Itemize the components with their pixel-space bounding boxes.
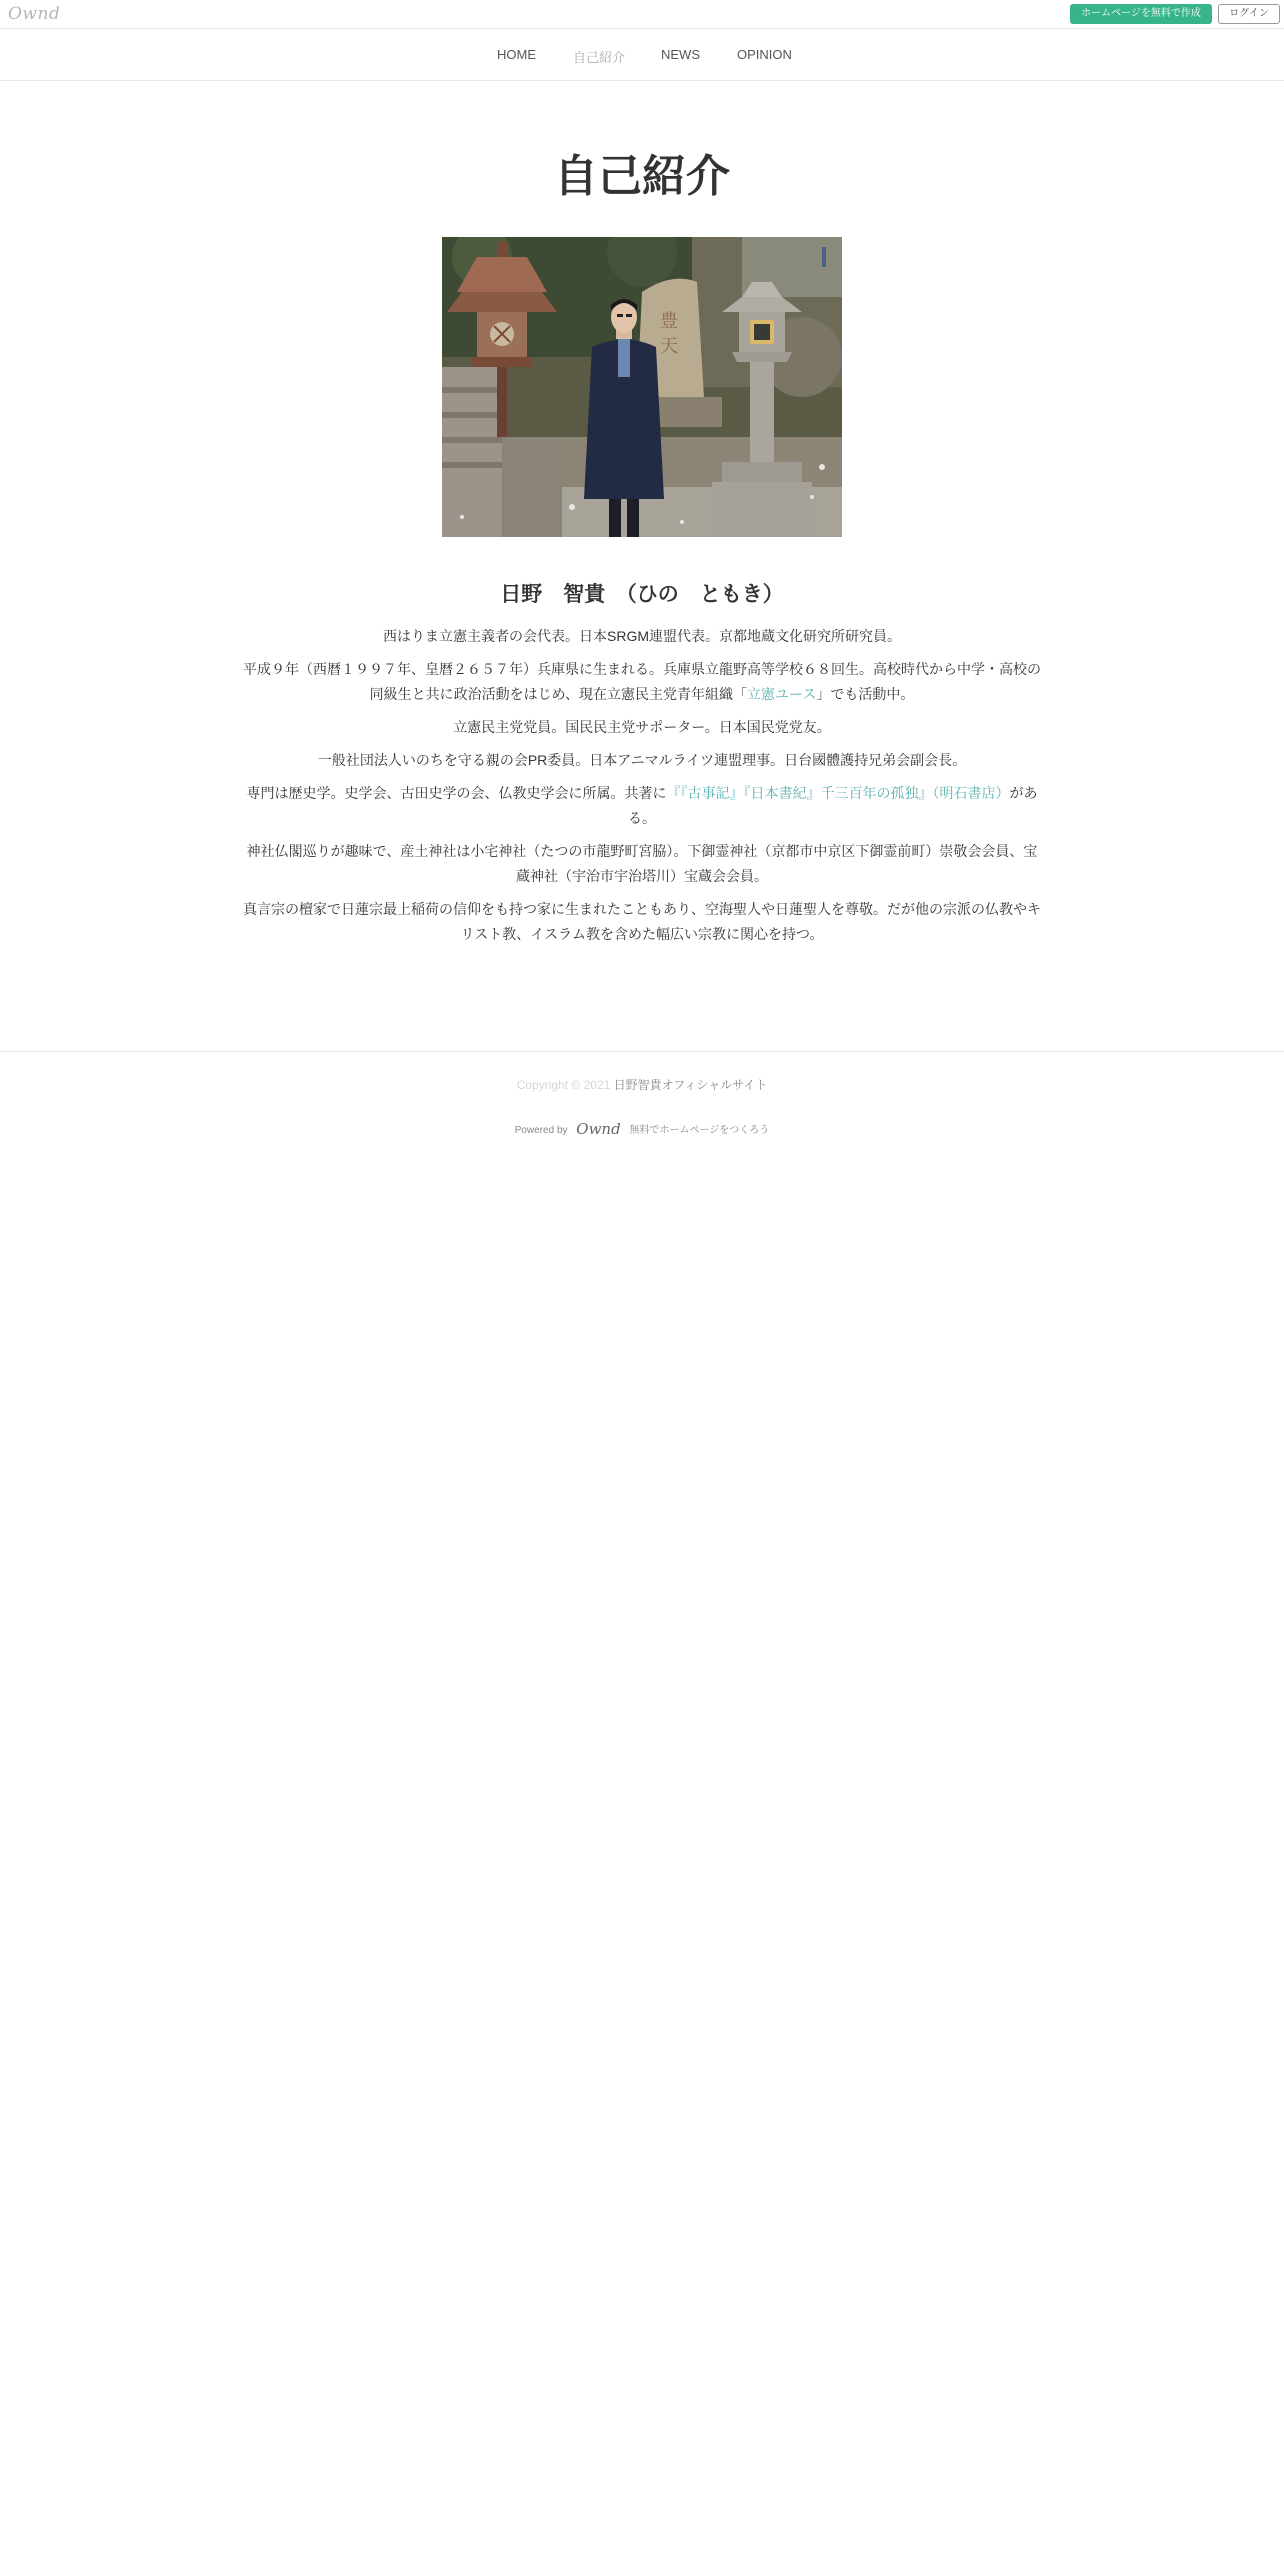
svg-text:天: 天 — [660, 336, 678, 357]
nav-item-news[interactable]: NEWS — [661, 47, 700, 62]
bio-paragraph-parties: 立憲民主党党員。国民民主党サポーター。日本国民党党友。 — [453, 719, 831, 735]
bio-paragraph-organizations: 一般社団法人いのちを守る親の会PR委員。日本アニマルライツ連盟理事。日台國體護持兄弟会副会長。 — [317, 752, 967, 768]
profile-photo — [442, 237, 842, 537]
page-title: 自己紹介 — [554, 152, 730, 201]
bio-paragraph-research: 専門は歴史学。史学会、古田史学の会、仏教史学会に所属。共著に『『古事記』『日本書紀』千三百年の孤独』（明石書店）がある。 — [246, 785, 1038, 826]
ownd-logo[interactable]: Ownd — [8, 4, 61, 24]
powered-by — [0, 1120, 1284, 1138]
footer-divider — [0, 1051, 1284, 1052]
bio-paragraph-affiliations: 西はりま立憲主義者の会代表。日本SRGM連盟代表。京都地蔵文化研究所研究員。 — [383, 628, 901, 644]
nav-item-about[interactable]: 自己紹介 — [573, 50, 626, 65]
profile-name: 日野 智貴 （ひの ともき） — [500, 583, 784, 606]
site-name-link[interactable]: 日野智貴オフィシャルサイト — [613, 1078, 768, 1092]
bio-paragraph-background: 平成９年（西暦１９９７年、皇暦２６５７年）兵庫県に生まれる。兵庫県立龍野高等学校６８回生。高校時代から中学・高校の同級生と共に政治活動をはじめ、現在立憲民主党青年組織「立憲ユース」でも活動中。 — [243, 661, 1041, 702]
rikken-youth-link[interactable]: 立憲ユース — [747, 686, 817, 702]
profile-photo-illustration — [442, 237, 842, 537]
bio-paragraph-religion: 真言宗の檀家で日蓮宗最上稲荷の信仰をも持つ家に生まれたこともあり、空海聖人や日蓮聖人を尊敬。だが他の宗派の仏教やキリスト教、イスラム教を含めた幅広い宗教に関心を持つ。 — [243, 901, 1041, 942]
copyright-prefix: Copyright © 2021 — [516, 1078, 611, 1092]
svg-text:豊: 豊 — [660, 311, 678, 332]
create-homepage-button[interactable]: ホームページを無料で作成 — [1070, 4, 1212, 24]
top-bar — [0, 0, 1284, 29]
nav-item-opinion[interactable]: OPINION — [737, 47, 792, 62]
powered-logo[interactable]: Ownd — [576, 1120, 621, 1138]
copyright — [0, 1076, 1284, 1093]
login-button[interactable]: ログイン — [1218, 4, 1280, 24]
profile-bio — [242, 624, 1042, 955]
main-nav — [0, 29, 1284, 81]
nav-item-home[interactable]: HOME — [497, 47, 536, 62]
powered-by-label: Powered by — [514, 1125, 568, 1136]
bio-paragraph-shrines: 神社仏閣巡りが趣味で、産土神社は小宅神社（たつの市龍野町宮脇）。下御霊神社（京都市中京区下御霊前町）崇敬会会員、宝蔵神社（宇治市宇治塔川）宝蔵会会員。 — [246, 843, 1038, 884]
create-free-homepage-link[interactable]: 無料でホームページをつくろう — [629, 1125, 770, 1136]
book-link[interactable]: 『『古事記』『日本書紀』千三百年の孤独』（明石書店） — [666, 785, 1010, 801]
